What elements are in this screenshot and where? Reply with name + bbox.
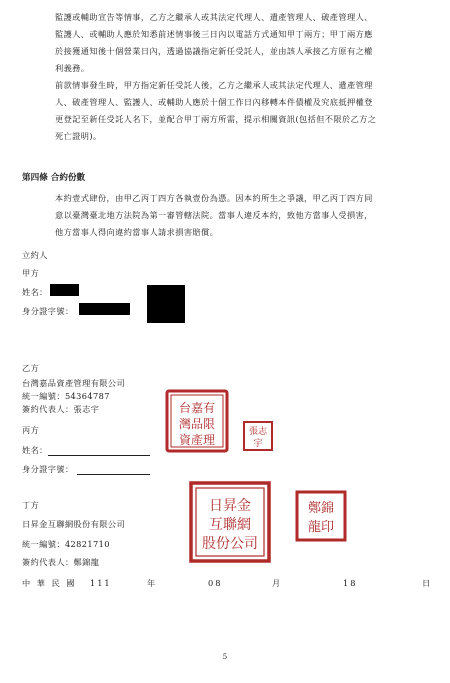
party-b-label: 乙方 (22, 363, 40, 373)
party-d-tax-id: 統一編號：42821710 (22, 539, 110, 549)
clause-line: 於接獲通知後十個營業日內，透過協議指定新任受託人，並由該人承接乙方原有之權 (55, 46, 373, 56)
section-heading: 第四條 合約份數 (22, 173, 86, 183)
party-b-representative: 簽約代表人：張志宇 (22, 404, 100, 414)
page-number: 5 (222, 653, 228, 661)
date-year-unit: 年 (147, 578, 158, 588)
date-year: 111 (90, 578, 112, 588)
redacted-name (50, 284, 79, 296)
svg-text:鄭錦: 鄭錦 (307, 501, 335, 516)
party-b-company: 台灣嘉品資產管理有限公司 (22, 378, 126, 388)
clause-line: 監護人、或輔助人應於知悉前述情事後三日內以電話方式通知甲丁兩方；甲丁兩方應 (55, 29, 373, 39)
svg-text:日昇金: 日昇金 (209, 498, 251, 514)
party-d-representative: 簽約代表人：鄭錦龍 (22, 557, 100, 567)
svg-text:宇: 宇 (253, 439, 263, 449)
redacted-seal (147, 285, 185, 323)
clause-line: 監護或輔助宣告等情事，乙方之繼承人或其法定代理人、遺產管理人、破產管理人、 (55, 12, 373, 22)
clause-line: 利義務。 (55, 63, 90, 73)
party-c-label: 丙方 (22, 425, 40, 435)
section-line: 意以臺灣臺北地方法院為第一審管轄法院。當事人違反本約，致他方當事人受損害， (55, 210, 373, 220)
signatories-heading: 立約人 (22, 250, 48, 260)
party-c-name-blank (48, 455, 150, 456)
section-line: 他方當事人得向違約當事人請求損害賠償。 (55, 227, 219, 237)
date-month-unit: 月 (272, 578, 283, 588)
date-month: 08 (208, 578, 223, 588)
party-d-company-seal (188, 480, 272, 564)
clause-line: 人、破產管理人、監護人、或輔助人應於十個工作日內移轉本件債權及究底抵押權登 (55, 97, 373, 107)
svg-text:互聯網: 互聯網 (209, 517, 251, 533)
party-d-person-seal (295, 490, 347, 542)
date-day: 18 (343, 578, 358, 588)
date-day-unit: 日 (422, 578, 433, 588)
clause-line: 前款情事發生時，甲方指定新任受託人後，乙方之繼承人或其法定代理人、遺產管理 (55, 80, 373, 90)
section-line: 本約壹式肆份，由甲乙丙丁四方各執壹份為憑。因本約所生之爭議，甲乙丙丁四方同 (55, 193, 373, 203)
redacted-id (79, 303, 130, 315)
party-b-person-seal (242, 420, 274, 452)
svg-text:張志: 張志 (248, 427, 268, 437)
clause-line: 死亡證明)。 (55, 131, 102, 141)
party-a-label: 甲方 (22, 268, 40, 278)
party-a-id-label: 身分證字號： (22, 306, 74, 316)
svg-text:股份公司: 股份公司 (202, 536, 258, 552)
party-c-name-label: 姓名： (22, 445, 48, 455)
party-b-tax-id: 統一編號：54364787 (22, 391, 110, 401)
party-d-label: 丁方 (22, 500, 40, 510)
party-b-company-seal (164, 388, 230, 454)
party-c-id-label: 身分證字號： (22, 464, 74, 474)
party-d-company: 日昇金互聯網股份有限公司 (22, 519, 126, 529)
date-era: 中 華 民 國 (22, 578, 77, 588)
svg-text:龍印: 龍印 (307, 520, 335, 535)
svg-text:資產理: 資產理 (178, 433, 216, 447)
party-c-id-blank (77, 474, 150, 475)
svg-text:灣品限: 灣品限 (178, 417, 216, 431)
clause-line: 更登記至新任受託人名下，並配合甲丁兩方所需，提示相關資訊(包括但不限於乙方之 (55, 114, 377, 124)
party-a-name-label: 姓名： (22, 287, 48, 297)
svg-text:台嘉有: 台嘉有 (178, 401, 216, 415)
